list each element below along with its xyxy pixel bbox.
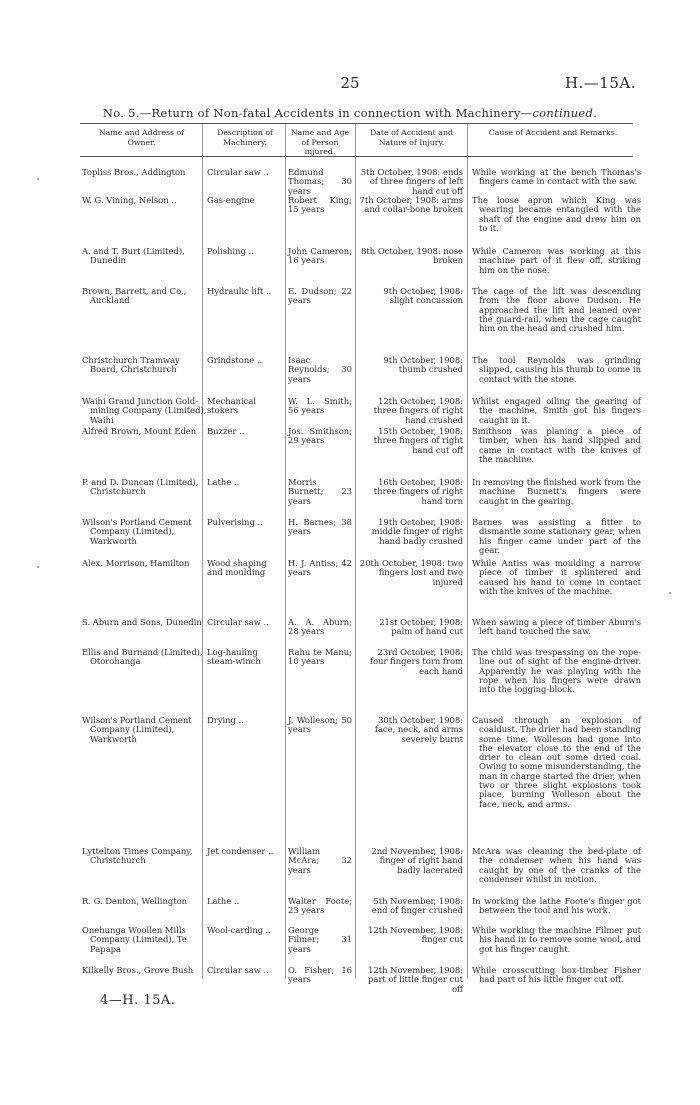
cell-owner: A. and T. Burt (Limited), Dunedin [82, 246, 185, 266]
cell-injury: 21st October, 1908: palm of hand cut [379, 617, 463, 637]
table-title-main: No. 5.—Return of Non-fatal Accidents in connection with Machinery— [102, 106, 533, 120]
cell-injury: 8th October, 1908: nose broken [361, 246, 463, 266]
cell-injury: 15th October, 1908: three fingers of right hand cut off [373, 426, 463, 455]
cell-person: H. J. Antiss; 42 years [288, 558, 352, 578]
cell-injury: 16th October, 1908: three fingers of right hand torn [373, 477, 463, 506]
column-header-machinery: Description of Machinery. [217, 128, 273, 147]
cell-cause: While working at the bench Thomas's fingers came in contact with the saw. [472, 167, 641, 187]
cell-owner: R. G. Denton, Wellington [82, 896, 188, 906]
cell-cause: Whilst engaged oiling the gearing of the machine, Smith got his fingers caught in it. [472, 396, 641, 425]
cell-owner: Topliss Bros., Addington [82, 167, 186, 177]
cell-cause: McAra was cleaning the bed-plate of the condenser when his hand was caught by one of the cranks of the condenser whilst in motion. [472, 846, 641, 884]
cell-injury: 19th October, 1908: middle finger of right hand badly crushed [371, 517, 463, 546]
table-title [0, 106, 700, 120]
cell-machinery: Circular saw .. [207, 965, 269, 975]
cell-owner: Ellis and Burnand (Limited), Otorohanga [82, 647, 203, 667]
header-bottom-rule [80, 156, 633, 157]
cell-cause: The tool Reynolds was grinding slipped, causing his thumb to come in contact with the stone. [472, 355, 641, 384]
cell-owner: Alex. Morrison, Hamilton [82, 558, 190, 568]
cell-injury: 7th October, 1908: arms and collar-bone broken [359, 195, 463, 215]
cell-owner: Alfred Brown, Mount Eden [82, 426, 197, 436]
cell-person: Walter Foote; 23 years [288, 896, 352, 916]
cell-cause: Barnes was assisting a fitter to dismantle some stationary gear, when his finger came under part of the gear. [472, 517, 641, 555]
cell-machinery: Wood shaping and moulding [207, 558, 267, 578]
cell-machinery: Wool-carding .. [207, 925, 272, 935]
column-divider [467, 124, 468, 979]
cell-person: William McAra; 32 years [288, 846, 352, 875]
cell-cause: While crosscutting box-timber Fisher had part of his little finger cut off. [472, 965, 641, 985]
cell-machinery: Circular saw .. [207, 167, 269, 177]
cell-person: H. Barnes; 38 years [288, 517, 352, 537]
cell-person: A. A. Aburn; 28 years [288, 617, 352, 637]
cell-injury: 12th October, 1908: three fingers of right hand crushed [373, 396, 463, 425]
column-header-injury: Date of Accident and Nature of Injury. [370, 128, 453, 147]
cell-injury: 12th November, 1908: finger cut [368, 925, 463, 945]
scan-speck [37, 566, 39, 568]
header-top-rule [80, 123, 633, 124]
cell-injury: 23rd October, 1908: four fingers torn from each hand [369, 647, 463, 676]
cell-cause: While working the machine Filmer put his hand in to remove some wool, and got his finger caught. [472, 925, 641, 954]
cell-person: J. Wolleson; 50 years [288, 715, 352, 735]
column-header-cause: Cause of Accident and Remarks. [488, 128, 618, 137]
cell-cause: While Antiss was moulding a narrow piece of timber it splintered and caused his hand to come in contact with the knives of the machine. [472, 558, 641, 596]
cell-owner: Kilkelly Bros., Grove Bush [82, 965, 194, 975]
cell-machinery: Log-hauling steam-winch [207, 647, 261, 667]
table-title-continued: continued. [532, 106, 598, 120]
cell-owner: Christchurch Tramway Board, Christchurch [82, 355, 180, 375]
cell-injury: 5th November, 1908: end of finger crushed [371, 896, 463, 916]
cell-injury: 30th October, 1908: face, neck, and arms severely burnt [374, 715, 463, 744]
cell-machinery: Buzzer .. [207, 426, 245, 436]
cell-injury: 9th October, 1908: slight concussion [383, 286, 463, 306]
cell-injury: 9th October, 1908: thumb crushed [383, 355, 463, 375]
document-reference: H.—15A. [564, 74, 636, 92]
cell-cause: Smithson was planing a piece of timber, when his hand slipped and came in contact with the knives of the machine. [472, 426, 641, 464]
cell-cause: In removing the finished work from the machine Burnett's fingers were caught in the gearing. [472, 477, 641, 506]
cell-owner: S. Aburn and Sons, Dunedin [82, 617, 202, 627]
cell-machinery: Pulverising .. [207, 517, 263, 527]
cell-cause: The cage of the lift was descending from the floor above Dudson. He approached the lift and leaned over the guard-rail, when the cage caught him on the head and crushed him. [472, 286, 641, 334]
cell-machinery: Lathe .. [207, 896, 240, 906]
cell-machinery: Hydraulic lift .. [207, 286, 272, 296]
column-divider [355, 124, 356, 979]
cell-person: Edmund Thomas; 30 years [288, 167, 352, 196]
cell-person: Isaac Reynolds; 30 years [288, 355, 352, 384]
cell-machinery: Mechanical stokers [207, 396, 257, 416]
cell-owner: W. G. Vining, Nelson .. [82, 195, 177, 205]
cell-injury: 12th November, 1908: part of little finger cut off [368, 965, 463, 994]
cell-cause: In working the lathe Foote's finger got between the tool and his work. [472, 896, 641, 916]
cell-person: George Filmer; 31 years [288, 925, 352, 954]
cell-owner: Waihi Grand Junction Gold-mining Company (Limited), Waihi [82, 396, 207, 425]
cell-machinery: Lathe .. [207, 477, 240, 487]
cell-machinery: Grindstone .. [207, 355, 263, 365]
cell-person: Robert King; 15 years [288, 195, 352, 215]
cell-machinery: Circular saw .. [207, 617, 269, 627]
scan-speck [37, 178, 39, 180]
column-header-owner: Name and Address of Owner. [98, 128, 185, 147]
cell-injury: 20th October, 1908: two fingers lost and two injured [359, 558, 463, 587]
cell-owner: Brown, Barrett, and Co., Auckland [82, 286, 187, 306]
cell-person: Morris Burnett; 23 years [288, 477, 352, 506]
cell-injury: 5th October, 1908: ends of three fingers of left hand cut off [360, 167, 463, 196]
signature-mark: 4—H. 15A. [100, 993, 176, 1008]
cell-machinery: Drying .. [207, 715, 244, 725]
cell-injury: 2nd November, 1908: finger of right hand badly lacerated [371, 846, 463, 875]
cell-cause: When sawing a piece of timber Aburn's left hand touched the saw. [472, 617, 641, 637]
cell-owner: Onehunga Woollen Mills Company (Limited), Te Papapa [82, 925, 187, 954]
cell-person: Jos. Smithson; 29 years [288, 426, 352, 446]
cell-machinery: Gas-engine [207, 195, 255, 205]
column-header-person: Name and Age of Person injured. [290, 128, 350, 156]
cell-cause: The loose apron which King was wearing became entangled with the shaft of the engine and drew him on to it. [472, 195, 641, 233]
scan-speck [669, 592, 671, 594]
cell-owner: P. and D. Duncan (Limited), Christchurch [82, 477, 199, 497]
cell-person: E. Dudson; 22 years [288, 286, 352, 306]
cell-person: O. Fisher; 16 years [288, 965, 352, 985]
column-divider [285, 124, 286, 979]
page-number: 25 [340, 74, 360, 92]
cell-owner: Wilson's Portland Cement Company (Limited), Warkworth [82, 715, 192, 744]
cell-person: Rahu te Manu; 10 years [288, 647, 352, 667]
cell-owner: Wilson's Portland Cement Company (Limited), Warkworth [82, 517, 192, 546]
cell-person: W. L. Smith; 56 years [288, 396, 352, 416]
cell-owner: Lyttelton Times Company, Christchurch [82, 846, 193, 866]
cell-cause: Caused through an explosion of coaldust. The drier had been standing some time. Wolleson had gone into the elevator close to the end of the drier to clean out some dried coal. Owing to some misunderstanding, the man in charge started the drier, when two or three slight explosions took place, burning Wolleson about the face, neck, and arms. [472, 715, 642, 809]
cell-cause: The child was trespassing on the rope-line out of sight of the engine-driver. Apparently he was playing with the rope when his fingers were drawn into the logging-block. [472, 647, 641, 695]
cell-cause: While Cameron was working at this machine part of it flew off, striking him on the nose. [472, 246, 641, 275]
cell-person: John Cameron; 16 years [288, 246, 352, 266]
cell-machinery: Jet condenser .. [207, 846, 274, 856]
cell-machinery: Polishing .. [207, 246, 254, 256]
